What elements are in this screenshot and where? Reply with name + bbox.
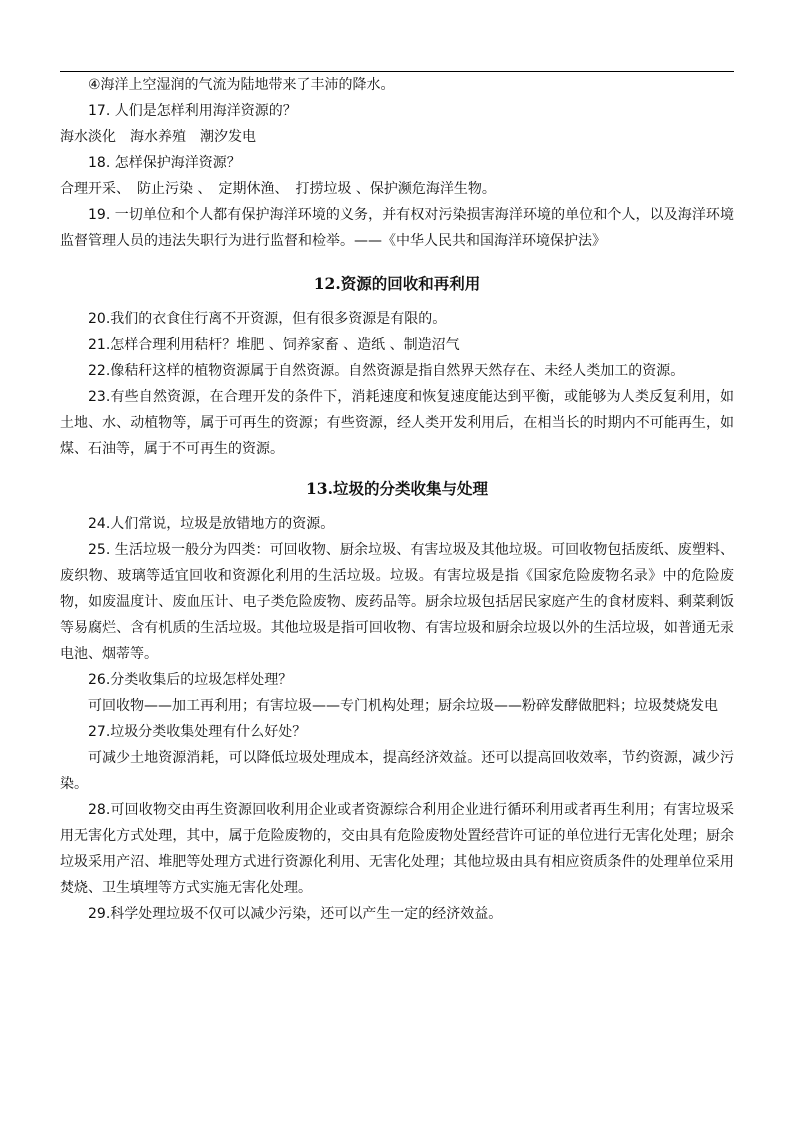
answer-18: 合理开采、 防止污染 、 定期休渔、 打捞垃圾 、保护濒危海洋生物。 (60, 181, 496, 197)
paragraph-29: 29.科学处理垃圾不仅可以减少污染，还可以产生一定的经济效益。 (88, 906, 503, 922)
answer-27: 可减少土地资源消耗，可以降低垃圾处理成本，提高经济效益。还可以提高回收效率，节约资源，减少污染。 (60, 750, 734, 792)
paragraph-23: 23.有些自然资源，在合理开发的条件下，消耗速度和恢复速度能达到平衡，或能够为人类反复利用，如土地、水、动植物等，属于可再生的资源；有些资源，经人类开发利用后，在相当长的时期内不可能再生，如煤、石油等，属于不可再生的资源。 (60, 389, 734, 457)
question-18: 18. 怎样保护海洋资源？ (88, 155, 241, 171)
paragraph-24: 24.人们常说，垃圾是放错地方的资源。 (88, 516, 335, 532)
paragraph-21: 21.怎样合理利用秸杆？堆肥 、饲养家畜 、造纸 、制造沼气 (88, 337, 460, 353)
question-26: 26.分类收集后的垃圾怎样处理？ (88, 672, 293, 688)
question-27: 27.垃圾分类收集处理有什么好处？ (88, 724, 307, 740)
section-title-12: 12.资源的回收和再利用 (313, 274, 481, 293)
answer-17: 海水淡化 海水养殖 潮汐发电 (60, 129, 256, 145)
item-4-ocean-rain: ④海洋上空湿润的气流为陆地带来了丰沛的降水。 (88, 77, 395, 93)
answer-26: 可回收物——加工再利用；有害垃圾——专门机构处理；厨余垃圾——粉碎发酵做肥料；垃圾焚烧发电 (88, 698, 718, 714)
paragraph-28: 28.可回收物交由再生资源回收利用企业或者资源综合利用企业进行循环利用或者再生利用；有害垃圾采用无害化方式处理，其中，属于危险废物的，交由具有危险废物处置经营许可证的单位进行无害化处理；厨余垃圾采用产沼、堆肥等处理方式进行资源化利用、无害化处理；其他垃圾由具有相应资质条件的处理单位采用焚烧、卫生填埋等方式实施无害化处理。 (60, 802, 734, 896)
document-body (60, 72, 734, 927)
paragraph-22: 22.像秸秆这样的植物资源属于自然资源。自然资源是指自然界天然存在、未经人类加工的资源。 (88, 363, 685, 379)
paragraph-25: 25. 生活垃圾一般分为四类：可回收物、厨余垃圾、有害垃圾及其他垃圾。可回收物包括废纸、废塑料、废织物、玻璃等适宜回收和资源化利用的生活垃圾。垃圾。有害垃圾是指《国家危险废物名录》中的危险废物，如废温度计、废血压计、电子类危险废物、废药品等。厨余垃圾包括居民家庭产生的食材废料、剩菜剩饭等易腐烂、含有机质的生活垃圾。其他垃圾是指可回收物、有害垃圾和厨余垃圾以外的生活垃圾，如普通无汞电池、烟蒂等。 (60, 542, 734, 662)
question-17: 17. 人们是怎样利用海洋资源的？ (88, 103, 297, 119)
section-title-13: 13.垃圾的分类收集与处理 (306, 479, 488, 498)
paragraph-19: 19. 一切单位和个人都有保护海洋环境的义务，并有权对污染损害海洋环境的单位和个人，以及海洋环境监督管理人员的违法失职行为进行监督和检举。——《中华人民共和国海洋环境保护法》 (60, 207, 734, 249)
paragraph-20: 20.我们的衣食住行离不开资源，但有很多资源是有限的。 (88, 311, 447, 327)
